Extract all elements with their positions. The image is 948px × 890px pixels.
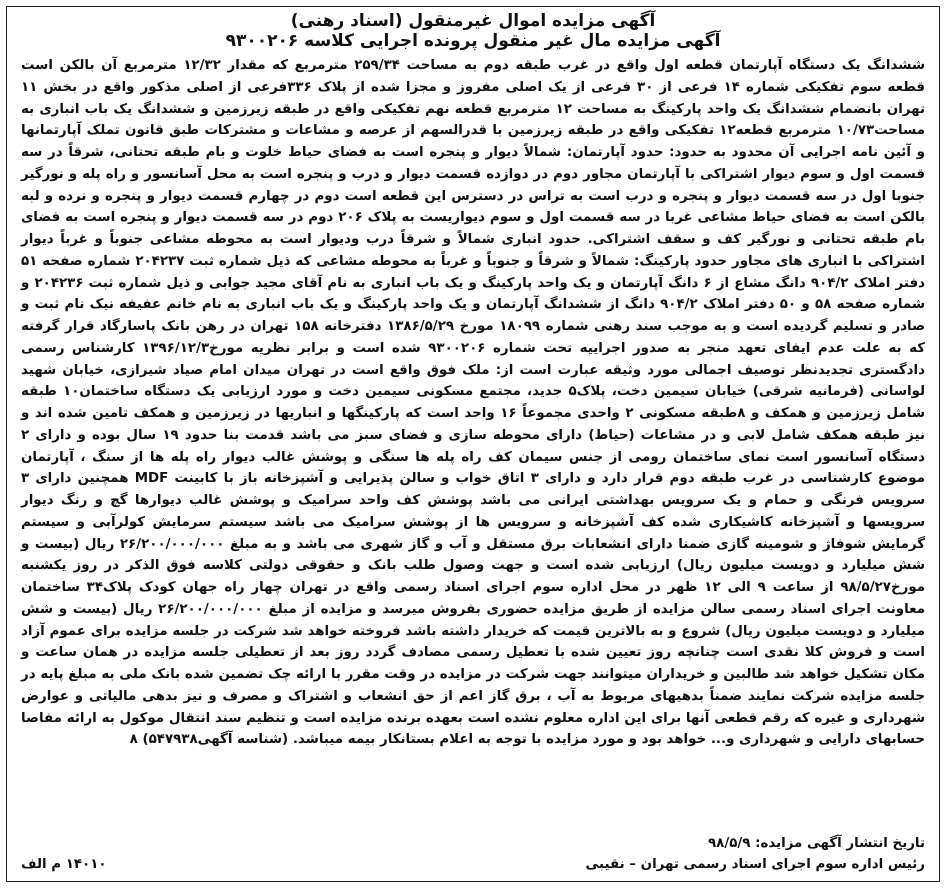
notice-body: ششدانگ یک دستگاه آپارتمان قطعه اول واقع در غرب طبقه دوم به مساحت ۲۵۹/۳۴ مترمربع که مقدار ۱۲/۳۲ مترمربع آن بالکن است قطعه سوم تفکیکی شماره ۱۴ فرعی از ۳۰ فرعی از یک اصلی مفروز و مجزا شده از پلاک ۳۳۶فرعی از اصلی مذکور واقع در بخش ۱۱ تهران بانضمام ششدانگ یک واحد پارکینگ به مساحت ۱۲ مترمربع قطعه نهم تفکیکی واقع در طبقه زیرزمین و ششدانگ یک باب انباری به مساحت۱۰/۷۳ مترمربع قطعه۱۲ تفکیکی واقع در طبقه زیرزمین با قدرالسهم از عرصه و مشاعات و مشترکات طبق قانون تملک آپارتمانها و آئین نامه اجرایی آن محدود به حدود: حدود آپارتمان: شمالاً دیوار و پنجره است به فضای حیاط خلوت و بام طبقه تحتانی، شرقاً در سه قسمت اول و سوم دیوار اشتراکی با آپارتمان مجاور دوم در دوازده قسمت دیوار و درب و پنجره است به محل آسانسور و راه پله و نورگیر جنوبا اول در سه قسمت دیوار و پنجره و درب است به تراس در دسترس این قطعه است دوم در چهارم قسمت دیوار و پنجره و نرده و لبه بالکن است به فضای حیاط مشاعی غربا در سه قسمت اول و سوم دیواریست به پلاک ۲۰۶ دوم در سه قسمت دیوار و پنجره است به فضای بام طبقه تحتانی و نورگیر کف و سقف اشتراکی. حدود انباری شمالاً و شرقاً درب ودیوار است به محوطه مشاعی جنوباً و غرباً دیوار اشتراکی با انباری های مجاور حدود پارکینگ: شمالاً و شرقاً و جنوباً و غرباً به محوطه مشاعی که ذیل شماره ثبت ۲۰۴۲۳۷ شماره صفحه ۵۱ دفتر املاک ۹۰۴/۲ دانگ مشاع از ۶ دانگ آپارتمان و یک واحد پارکینگ و یک باب انباری به نام آقای مجید جوابی و ذیل شماره ثبت ۲۰۴۲۳۶ و شماره صفحه ۵۸ و ۵۰ دفتر املاک ۹۰۴/۲ دانگ از ششدانگ آپارتمان و یک واحد پارکینگ و یک باب انباری به نام خانم عفیفه نیک نام ثبت و صادر و تسلیم گردیده است و به موجب سند رهنی شماره ۱۸۰۹۹ مورخ ۱۳۸۶/۵/۲۹ دفترخانه ۱۵۸ تهران در رهن بانک پاسارگاد قرار گرفته که به علت عدم ایفای تعهد منجر به صدور اجراییه تحت شماره ۹۳۰۰۲۰۶ شده است و برابر نظریه مورخ۱۳۹۶/۱۲/۳ کارشناس رسمی دادگستری تجدیدنظر توصیف اجمالی مورد وثیقه عبارت است از: ملک فوق واقع است در تهران میدان امام صیاد شیرازی، خیابان شهید لواسانی (فرمانیه شرقی) خیابان سیمین دخت، پلاک۵ جدید، مجتمع مسکونی سیمین دخت و مورد ارزیابی یک دستگاه ساختمان۱۰ طبقه شامل زیرزمین و همکف و ۸طبقه مسکونی ۲ واحدی مجموعاً ۱۶ واحد است که پارکینگها و انباریها در زیرزمین و همکف تامین شده اند و نیز طبقه همکف شامل لابی و در مشاعات (حیاط) دارای محوطه سازی و فضای سبز می باشد قدمت بنا حدود ۱۹ سال بوده و دارای ۲ دستگاه آسانسور است نمای ساختمان رومی از جنس سیمان کف راه پله ها سنگی و پوشش غالب دیوار راه پله ها از سنگ ، آپارتمان موضوع کارشناسی در غرب طبقه دوم قرار دارد و دارای ۳ اتاق خواب و سالن پذیرایی و آشپزخانه باز با کابینت MDF همچنین دارای ۳ سرویس فرنگی و حمام و یک سرویس بهداشتی ایرانی می باشد پوشش کف واحد سرامیک و پوشش غالب دیوارها گچ و رنگ دیوار سرویسها و آشپزخانه کاشیکاری شده کف آشپزخانه و سرویس ها از پوشش سرامیک می باشد سیستم سرمایش کولرآبی و سیستم گرمایش شوفاژ و شومینه گازی ضمنا دارای انشعابات برق مستقل و آب و گاز شهری می باشد و به مبلغ ۲۶/۲۰۰/۰۰۰/۰۰۰ ریال (بیست و شش میلیارد و دویست میلیون ریال) ارزیابی شده است و جهت وصول طلب بانک و حقوقی دولتی کلاسه فوق الذکر در روز یکشنبه مورخ۹۸/۵/۲۷ از ساعت ۹ الی ۱۲ ظهر در محل اداره سوم اجرای اسناد رسمی واقع در تهران چهار راه جهان کودک پلاک۳۴ ساختمان معاونت اجرای اسناد رسمی سالن مزایده از طریق مزایده حضوری بفروش میرسد و مزایده از مبلغ ۲۶/۲۰۰/۰۰۰/۰۰۰ ریال (بیست و شش میلیارد و دویست میلیون ریال) شروع و به بالاترین قیمت که خریدار داشته باشد فروخته خواهد شد شرکت در جلسه مزایده برای عموم آزاد است و فروش کلا نقدی است چنانچه روز تعیین شده با تعطیل رسمی مصادف گردد روز بعد از تعطیلی جلسه مزایده در همان ساعت و مکان تشکیل خواهد شد طالبین و خریداران میتوانند جهت شرکت در مزایده در وقت مقرر با ارائه چک تضمین شده بانک ملی به مبلغ پایه در جلسه مزایده شرکت نمایند ضمناً بدهیهای مربوط به آب ، برق گاز اعم از حق انشعاب و اشتراک و مصرف و نیز بدهی مالیاتی و عوارض شهرداری و غیره که رقم قطعی آنها برای این اداره معلوم نشده است بعهده برنده مزایده است و تنظیم سند انتقال موکول به ارائه مفاصا حسابهای دارایی و شهرداری و... خواهد بود و مورد مزایده با توجه به اعلام بستانکار بیمه میباشد. (شناسه آگهی۵۴۷۹۳۸) ۸ bbox=[21, 58, 926, 748]
signature-row bbox=[21, 854, 925, 875]
signature: رئیس اداره سوم اجرای اسناد رسمی تهران – نقیبی bbox=[585, 857, 925, 872]
publish-date: تاریخ انتشار آگهی مزایده: ۹۸/۵/۹ bbox=[707, 836, 925, 851]
notice-title: آگهی مزایده اموال غیرمنقول (اسناد رهنی) bbox=[290, 11, 656, 31]
auction-notice bbox=[6, 6, 940, 882]
notice-footer bbox=[21, 833, 925, 875]
reference-number: ۱۴۰۱۰ م الف bbox=[21, 857, 107, 872]
notice-subtitle: آگهی مزایده مال غیر منقول پرونده اجرایی کلاسه ۹۳۰۰۲۰۶ bbox=[225, 31, 721, 51]
